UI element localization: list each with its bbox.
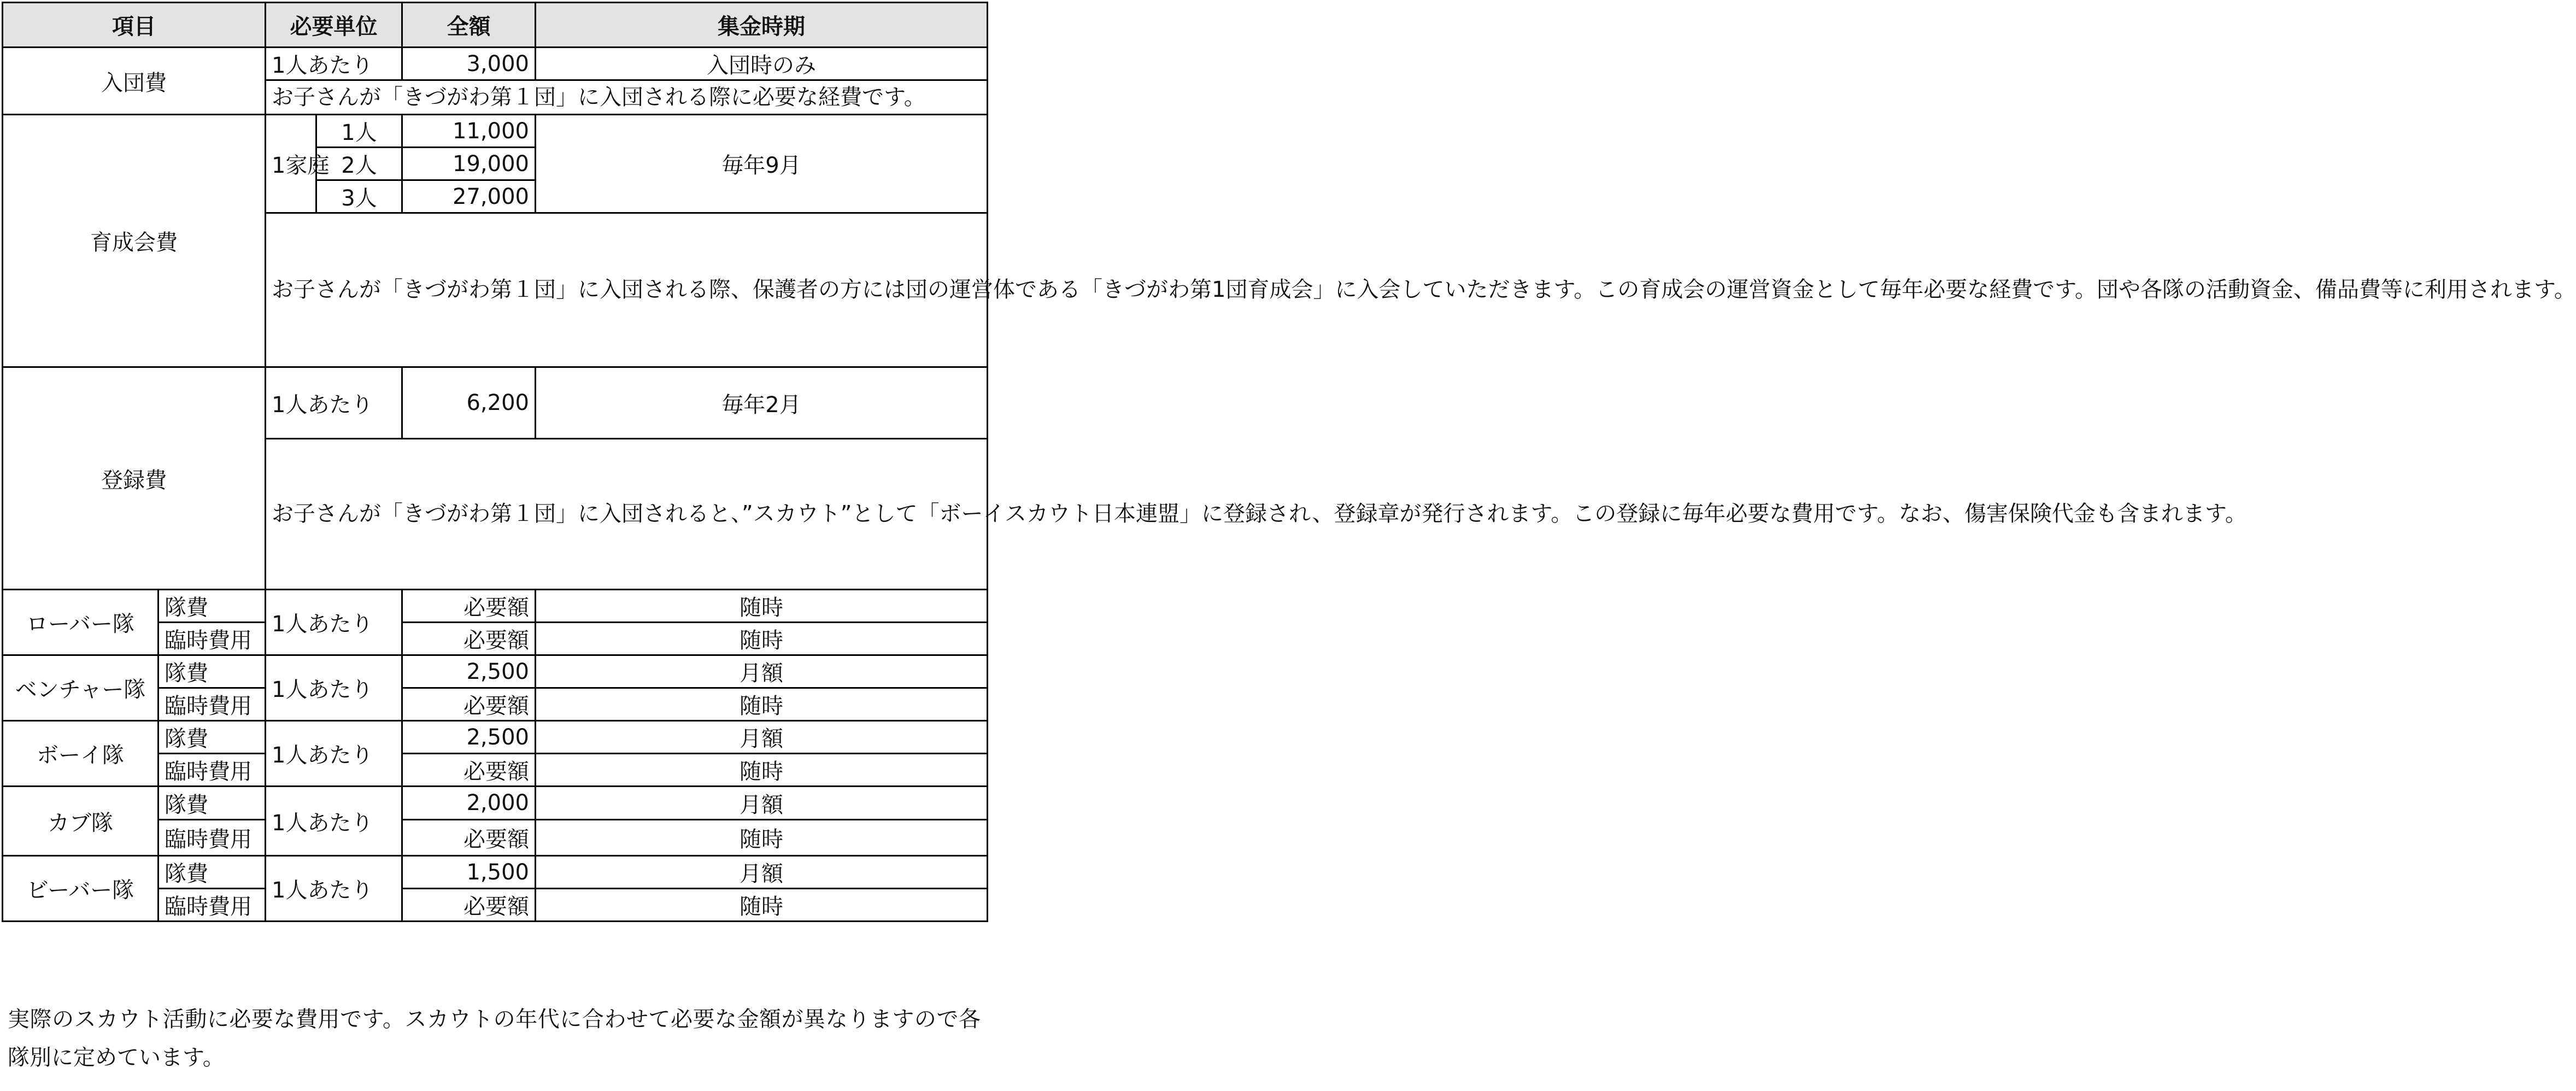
entry-fee-label: 入団費 [3,48,266,115]
troop-fee-timing: 月額 [536,655,988,688]
troop-fee-type: 臨時費用 [159,623,266,655]
troop-fee-type: 臨時費用 [159,754,266,787]
troop-fee-amount: 2,500 [402,655,536,688]
troop-fee-amount: 必要額 [402,754,536,787]
troop-fee-timing: 月額 [536,856,988,889]
troop-row [3,721,988,754]
troop-fee-amount: 必要額 [402,820,536,856]
troop-fee-timing: 随時 [536,889,988,922]
troop-row [3,590,988,623]
support-fee-timing: 毎年9月 [536,115,988,213]
troop-fee-amount: 必要額 [402,590,536,623]
footnote: 実際のスカウト活動に必要な費用です。スカウトの年代に合わせて必要な金額が異なりますので各隊別に定めています。 [8,1007,981,1070]
troop-fee-type: 臨時費用 [159,688,266,721]
troop-fee-type: 隊費 [159,856,266,889]
troop-fee-timing: 随時 [536,688,988,721]
troop-fee-type: 隊費 [159,590,266,623]
header-row [3,3,988,48]
troop-fee-amount: 2,500 [402,721,536,754]
entry-fee-row [3,48,988,80]
support-fee-label: 育成会費 [3,115,266,367]
troop-fee-timing: 随時 [536,590,988,623]
entry-fee-amount: 3,000 [402,48,536,80]
troop-name: ベンチャー隊 [3,655,159,721]
troop-name: ボーイ隊 [3,721,159,787]
troop-fee-type: 隊費 [159,787,266,820]
registration-fee-label: 登録費 [3,367,266,590]
troop-fee-type: 臨時費用 [159,820,266,856]
troop-row [3,856,988,889]
support-fee-tier-count: 3人 [316,180,402,213]
support-fee-tier-amount: 11,000 [402,115,536,148]
troop-unit: 1人あたり [266,856,402,922]
troop-unit: 1人あたり [266,787,402,856]
header-unit: 必要単位 [266,3,402,48]
troop-unit: 1人あたり [266,590,402,655]
support-fee-tier-row [3,115,988,148]
troop-fee-type: 臨時費用 [159,889,266,922]
troop-fee-type: 隊費 [159,655,266,688]
support-fee-tier-amount: 27,000 [402,180,536,213]
header-amount: 全額 [402,3,536,48]
troop-fee-amount: 必要額 [402,889,536,922]
troop-fee-amount: 必要額 [402,623,536,655]
troop-unit: 1人あたり [266,721,402,787]
registration-fee-timing: 毎年2月 [536,367,988,439]
registration-fee-description: お子さんが「きづがわ第１団」に入団されると、”スカウト”として「ボーイスカウト日本連盟」に登録され、登録章が発行されます。この登録に毎年必要な費用です。なお、傷害保険代金も含まれます。 [266,439,988,590]
header-item: 項目 [3,3,266,48]
entry-fee-timing: 入団時のみ [536,48,988,80]
support-fee-unit: 1家庭 [266,115,316,213]
troop-row [3,655,988,688]
troop-fee-timing: 随時 [536,820,988,856]
fee-table [2,2,2576,922]
registration-fee-unit: 1人あたり [266,367,402,439]
troop-fee-amount: 必要額 [402,688,536,721]
troop-fee-timing: 随時 [536,623,988,655]
troop-name: カブ隊 [3,787,159,856]
troop-fee-timing: 随時 [536,754,988,787]
registration-fee-amount: 6,200 [402,367,536,439]
troop-fee-type: 隊費 [159,721,266,754]
entry-fee-unit: 1人あたり [266,48,402,80]
header-timing: 集金時期 [536,3,988,48]
troop-unit: 1人あたり [266,655,402,721]
support-fee-tier-amount: 19,000 [402,148,536,180]
troop-fee-amount: 1,500 [402,856,536,889]
troop-fee-amount: 2,000 [402,787,536,820]
registration-fee-row [3,367,988,439]
support-fee-tier-count: 1人 [316,115,402,148]
troop-fee-timing: 月額 [536,787,988,820]
troop-row [3,787,988,820]
troop-name: ビーバー隊 [3,856,159,922]
support-fee-description: お子さんが「きづがわ第１団」に入団される際、保護者の方には団の運営体である「きづがわ第1団育成会」に入会していただきます。この育成会の運営資金として毎年必要な経費です。団や各隊の活動資金、備品費等に利用されます。 [266,213,988,367]
entry-fee-description: お子さんが「きづがわ第１団」に入団される際に必要な経費です。 [266,80,988,115]
support-fee-tier-count: 2人 [316,148,402,180]
troop-name: ローバー隊 [3,590,159,655]
troop-fee-timing: 月額 [536,721,988,754]
